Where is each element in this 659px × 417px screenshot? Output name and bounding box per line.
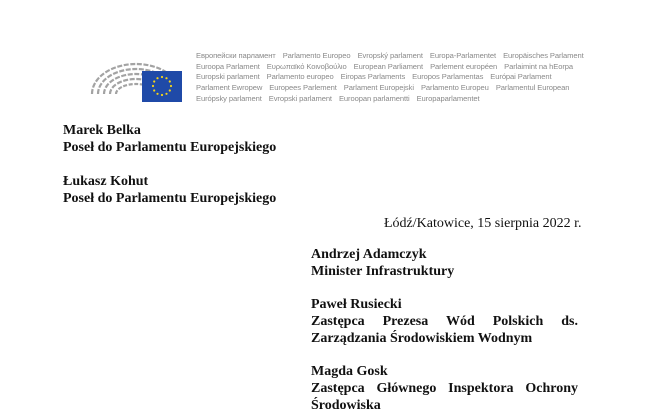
- translation-text: Parlamento europeo: [266, 72, 334, 82]
- translation-text: Европейски парламент: [196, 51, 276, 60]
- translation-row: [196, 51, 589, 62]
- translation-text: Euroopa Parlament: [196, 61, 260, 71]
- sender-name: Łukasz Kohut: [63, 174, 149, 189]
- place-and-date: Łódź/Katowice, 15 sierpnia 2022 r.: [384, 216, 582, 231]
- translation-row: [196, 94, 589, 105]
- translation-text: Parlament Europejski: [343, 83, 414, 93]
- translation-text: European Parliament: [353, 61, 424, 71]
- translation-text: Parlamento Europeo: [282, 51, 351, 60]
- translation-text: Eiropas Parlaments: [340, 72, 406, 82]
- sender-title: Poseł do Parlamentu Europejskiego: [63, 140, 277, 155]
- translation-text: Parlament Ewropew: [196, 83, 263, 93]
- translation-text: Euroopan parlamentti: [338, 93, 410, 103]
- translation-text: Parlement européen: [430, 61, 498, 71]
- sender-name: Marek Belka: [63, 123, 141, 138]
- translation-row: [196, 62, 589, 73]
- recipient-name: Magda Gosk: [311, 364, 388, 379]
- recipient-name: Andrzej Adamczyk: [311, 247, 427, 262]
- translation-text: Europa-Parlamentet: [429, 51, 497, 60]
- recipient-title: Zastępca Głównego Inspektora Ochrony: [311, 381, 578, 396]
- translation-text: Európsky parlament: [196, 93, 262, 103]
- translation-row: [196, 72, 589, 83]
- translation-text: Europaparlamentet: [416, 93, 480, 103]
- sender-title: Poseł do Parlamentu Europejskiego: [63, 191, 277, 206]
- translation-text: Europski parlament: [196, 72, 260, 82]
- senders-block: [63, 122, 276, 207]
- translation-text: Evropski parlament: [268, 93, 332, 103]
- translation-text: Parlaimint na hEorpa: [504, 61, 574, 71]
- translation-text: Parlamentul European: [495, 83, 570, 93]
- translation-row: [196, 83, 589, 94]
- parliament-name-translations: [196, 51, 589, 105]
- translation-text: Európai Parlament: [490, 72, 552, 82]
- translation-text: Evropský parlament: [357, 51, 423, 60]
- translation-text: Europäisches Parlament: [503, 51, 584, 60]
- recipient-title: Minister Infrastruktury: [311, 264, 455, 279]
- recipient-title: Zastępca Prezesa Wód Polskich ds.: [311, 314, 578, 329]
- translation-text: Europees Parlement: [269, 83, 337, 93]
- recipient-title: Środowiska: [311, 398, 381, 413]
- translation-text: Parlamento Europeu: [420, 83, 489, 93]
- recipients-block: [311, 246, 578, 414]
- letterhead: [86, 50, 646, 106]
- recipient-title: Zarządzania Środowiskiem Wodnym: [311, 331, 533, 346]
- european-parliament-logo-icon: [86, 50, 186, 106]
- recipient-name: Paweł Rusiecki: [311, 297, 402, 312]
- translation-text: Ευρωπαϊκό Κοινοβούλιο: [266, 61, 347, 71]
- translation-text: Europos Parlamentas: [412, 72, 484, 82]
